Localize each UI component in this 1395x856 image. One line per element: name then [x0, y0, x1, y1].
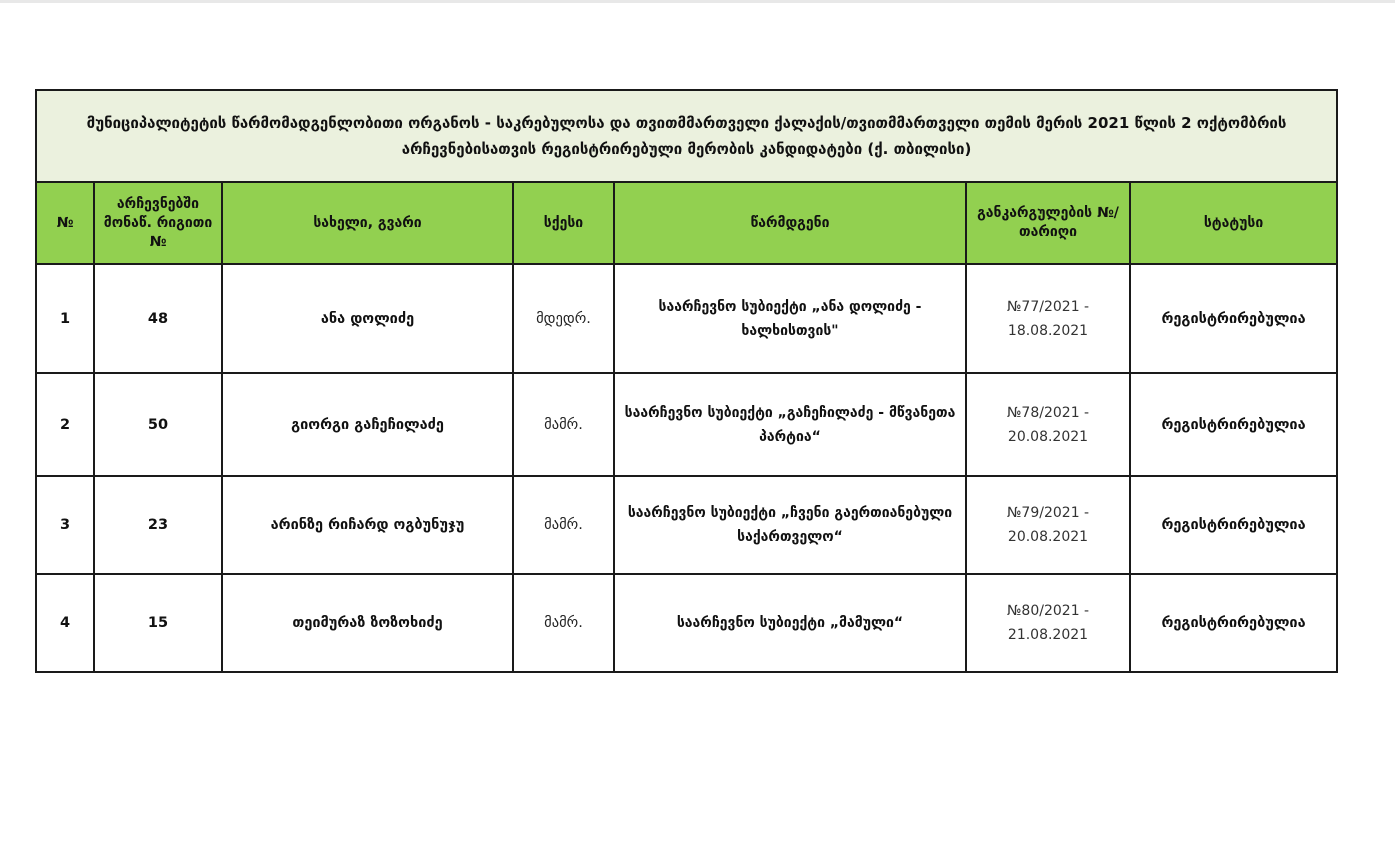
column-header-ballot-no: არჩევნებში მონაწ. რიგითი №: [94, 182, 222, 264]
cell-name: გიორგი გაჩეჩილაძე: [222, 373, 513, 476]
cell-sex: მდედრ.: [513, 264, 614, 373]
cell-nominated-by: საარჩევნო სუბიექტი „მამული“: [614, 574, 966, 672]
table-title: მუნიციპალიტეტის წარმომადგენლობითი ორგანოს - საკრებულოსა და თვითმმართველი ქალაქის/თვითმმართველი თემის მერის 2021 წლის 2 ოქტომბრის არჩევნებისათვის რეგისტრირებული მერობის კანდიდატები (ქ. თბილისი): [36, 90, 1337, 182]
cell-nominated-by: საარჩევნო სუბიექტი „ანა დოლიძე - ხალხისთვის": [614, 264, 966, 373]
column-header-status: სტატუსი: [1130, 182, 1337, 264]
table-row: [36, 264, 1337, 373]
cell-no: 3: [36, 476, 94, 574]
decree-date: 20.08.2021: [1007, 529, 1089, 545]
cell-sex: მამრ.: [513, 476, 614, 574]
cell-ballot-no: 50: [94, 373, 222, 476]
cell-name: ანა დოლიძე: [222, 264, 513, 373]
cell-sex: მამრ.: [513, 574, 614, 672]
column-header-sex: სქესი: [513, 182, 614, 264]
cell-status: რეგისტრირებულია: [1130, 373, 1337, 476]
decree-number: №79/2021 -: [1006, 505, 1090, 521]
cell-decree: [966, 476, 1130, 574]
candidates-table: [35, 89, 1338, 673]
table-row: [36, 476, 1337, 574]
cell-no: 1: [36, 264, 94, 373]
decree-number: №77/2021 -: [1006, 298, 1090, 315]
decree-number: №80/2021 -: [1006, 603, 1090, 619]
column-header-nominated-by: წარმდგენი: [614, 182, 966, 264]
column-header-decree: განკარგულების №/თარიღი: [966, 182, 1130, 264]
cell-nominated-by: საარჩევნო სუბიექტი „გაჩეჩილაძე - მწვანეთა პარტია“: [614, 373, 966, 476]
decree-date: 18.08.2021: [1007, 322, 1089, 339]
cell-decree: [966, 373, 1130, 476]
cell-status: რეგისტრირებულია: [1130, 574, 1337, 672]
table-row: [36, 574, 1337, 672]
cell-name: არინზე რიჩარდ ოგბუნუჯუ: [222, 476, 513, 574]
title-row: [36, 90, 1337, 182]
cell-status: რეგისტრირებულია: [1130, 476, 1337, 574]
cell-no: 4: [36, 574, 94, 672]
top-border-strip: [0, 0, 1395, 3]
column-header-no: №: [36, 182, 94, 264]
cell-nominated-by: საარჩევნო სუბიექტი „ჩვენი გაერთიანებული საქართველო“: [614, 476, 966, 574]
cell-decree: [966, 574, 1130, 672]
decree-number: №78/2021 -: [1006, 404, 1090, 421]
cell-ballot-no: 48: [94, 264, 222, 373]
cell-ballot-no: 23: [94, 476, 222, 574]
cell-no: 2: [36, 373, 94, 476]
table-row: [36, 373, 1337, 476]
cell-status: რეგისტრირებულია: [1130, 264, 1337, 373]
decree-date: 20.08.2021: [1007, 428, 1089, 445]
cell-ballot-no: 15: [94, 574, 222, 672]
column-header-name: სახელი, გვარი: [222, 182, 513, 264]
cell-sex: მამრ.: [513, 373, 614, 476]
cell-decree: [966, 264, 1130, 373]
decree-date: 21.08.2021: [1007, 627, 1089, 643]
header-row: [36, 182, 1337, 264]
cell-name: თეიმურაზ ზოზოხიძე: [222, 574, 513, 672]
